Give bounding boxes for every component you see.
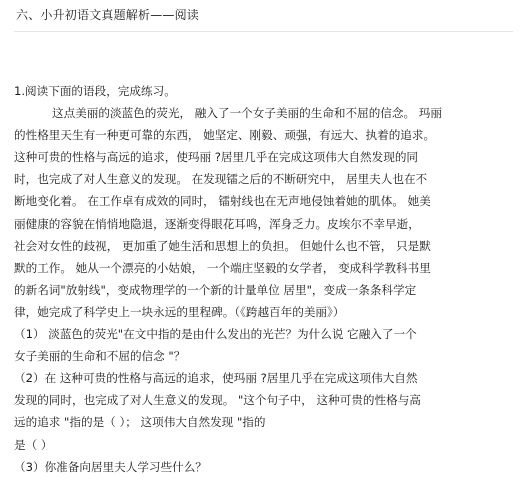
passage-line: 时，也完成了对人生意义的发现。 在发现镭之后的不断研究中， 居里夫人也在不 [14,172,428,187]
section-header: 六、小升初语文真题解析——阅读 [16,8,200,22]
passage-line: 丽健康的容貌在悄悄地隐退，逐渐变得眼花耳鸣，浑身乏力。皮埃尔不幸早逝， [14,216,420,231]
question-2 [14,367,514,455]
question-line: 女子美丽的生命和不屈的信念 "？ [14,349,186,364]
question-line: （3）你准备向居里夫人学习些什么？ [14,459,207,474]
exercise-instruction: 1.阅读下面的语段，完成练习。 [14,84,176,98]
question-line: 发现的同时，也完成了对人生意义的发现。 "这个句子中， 这种可贵的性格与高 [14,393,421,408]
passage-line: 律，她完成了科学史上一块永远的里程碑。（《跨越百年的美丽》） [14,304,345,319]
passage-line: 默的工作。 她从一个漂亮的小姑娘， 一个端庄坚毅的女学者， 变成科学教科书里 [14,260,431,275]
header-divider [14,31,513,32]
question-line: 是（ ） [14,437,53,452]
reading-document [14,80,514,478]
question-1 [14,323,514,367]
question-line: （2）在 这种可贵的性格与高远的追求，使玛丽 ?居里几乎在完成这项伟大自然 [14,371,418,386]
question-3 [14,456,514,478]
passage-line: 社会对女性的歧视， 更加重了她生活和思想上的负担。 但她什么也不管， 只是默 [14,238,431,253]
passage-line: 这种可贵的性格与高远的追求，使玛丽 ?居里几乎在完成这项伟大自然发现的同 [14,150,419,165]
question-line: 远的追求 "指的是（ ）； 这项伟大自然发现 "指的 [14,415,266,430]
passage-line: 的性格里天生有一种更可靠的东西， 她坚定、刚毅、顽强，有远大、执着的追求。 [14,128,436,143]
reading-passage [14,102,514,323]
passage-line: 断地变化着。 在工作卓有成效的同时， 镭射线也在无声地侵蚀着她的肌体。 她美 [14,194,431,209]
passage-line: 这点美丽的淡蓝色的荧光， 融入了一个女子美丽的生命和不屈的信念。 玛丽 [52,106,442,121]
passage-line: 的新名词"放射线"，变成物理学的一个新的计量单位 居里"，变成一条条科学定 [14,282,417,297]
question-line: （1） 淡蓝色的荧光"在文中指的是由什么发出的光芒？为什么说 它融入了一个 [14,327,417,342]
